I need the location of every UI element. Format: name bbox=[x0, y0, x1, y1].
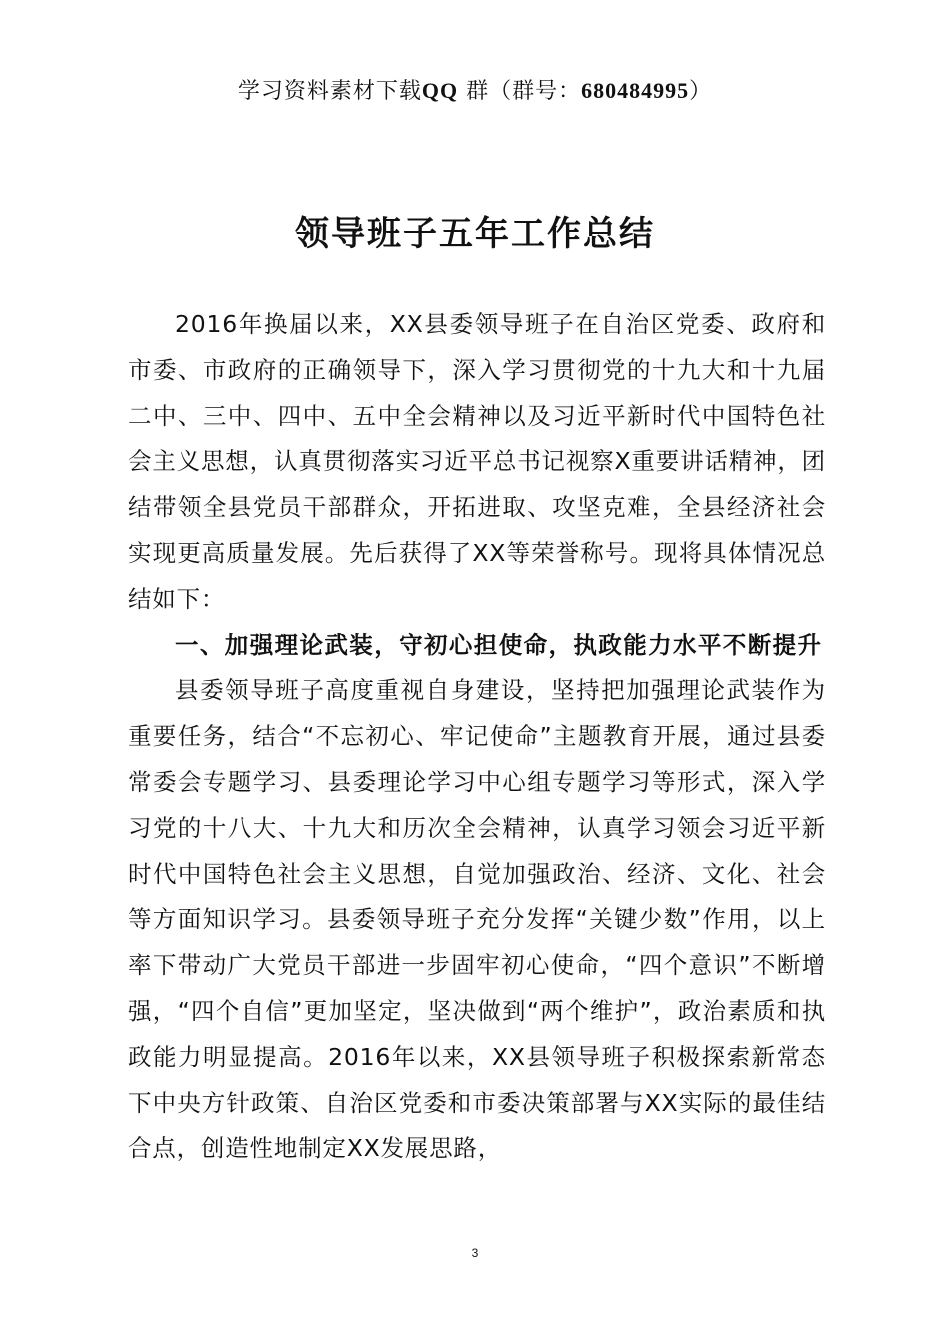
header-qq: QQ bbox=[421, 78, 459, 103]
header-suffix: ） bbox=[689, 79, 713, 104]
paragraph-intro: 2016年换届以来，XX县委领导班子在自治区党委、政府和市委、市政府的正确领导下，深入学习贯彻党的十九大和十九届二中、三中、四中、五中全会精神以及习近平新时代中国特色社会主义思想，认真贯彻落实习近平总书记视察X重要讲话精神，团结带领全县党员干部群众，开拓进取、攻坚克难，全县经济社会实现更高质量发展。先后获得了XX等荣誉称号。现将具体情况总结如下： bbox=[128, 310, 826, 613]
header-prefix: 学习资料素材下载 bbox=[237, 79, 422, 104]
document-body bbox=[128, 302, 826, 1172]
paragraph-section-1: 县委领导班子高度重视自身建设，坚持把加强理论武装作为重要任务，结合“不忘初心、牢记使命”主题教育开展，通过县委常委会专题学习、县委理论学习中心组专题学习等形式，深入学习党的十八大、十九大和历次全会精神，认真学习领会习近平新时代中国特色社会主义思想，自觉加强政治、经济、文化、社会等方面知识学习。县委领导班子充分发挥“关键少数”作用，以上率下带动广大党员干部进一步固牢初心使命，“四个意识”不断增强，“四个自信”更加坚定，坚决做到“两个维护”，政治素质和执政能力明显提高。2016年以来，XX县领导班子积极探索新常态下中央方针政策、自治区党委和市委决策部署与XX实际的最佳结合点，创造性地制定XX发展思路， bbox=[128, 676, 826, 1163]
page-header bbox=[0, 74, 950, 105]
page-number: 3 bbox=[471, 1246, 479, 1260]
section-heading-1: 一、加强理论武装，守初心担使命，执政能力水平不断提升 bbox=[175, 630, 823, 659]
header-group-number: 680484995 bbox=[581, 78, 690, 103]
document-title: 领导班子五年工作总结 bbox=[295, 214, 655, 254]
header-group-label: 群（群号： bbox=[458, 79, 582, 104]
